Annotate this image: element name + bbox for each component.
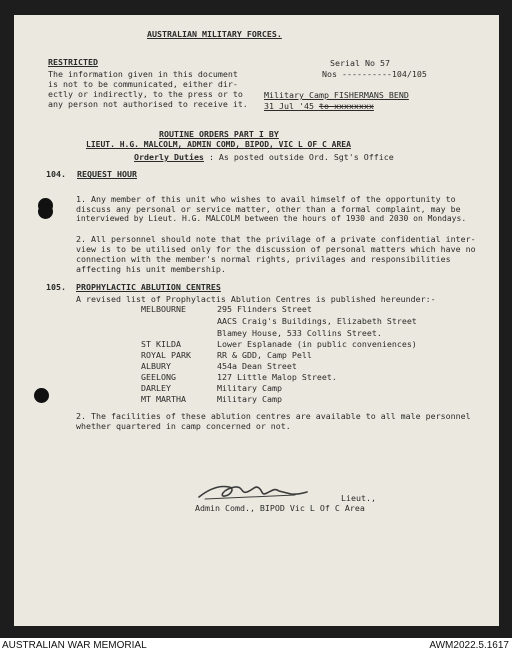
list-item xyxy=(14,304,499,314)
list-item xyxy=(14,394,499,404)
punch-hole xyxy=(38,204,53,219)
item-104-number: 104. xyxy=(46,169,66,179)
centre-location: MT MARTHA xyxy=(141,394,186,404)
footer-source: AUSTRALIAN WAR MEMORIAL xyxy=(2,640,147,651)
orders-by: LIEUT. H.G. MALCOLM, ADMIN COMD, BIPOD, VIC L OF C AREA xyxy=(86,140,351,149)
list-item xyxy=(14,350,499,360)
orderly-duties-text: : As posted outside Ord. Sgt's Office xyxy=(208,152,394,162)
struck-date: to xxxxxxxx xyxy=(318,101,374,111)
list-item xyxy=(14,383,499,393)
order-date-line xyxy=(264,101,374,111)
footer-bar xyxy=(0,638,512,653)
centre-address: 454a Dean Street xyxy=(217,361,297,371)
restricted-line-4: any person not authorised to receive it. xyxy=(48,99,248,109)
centre-address: 295 Flinders Street xyxy=(217,304,312,314)
item-104-para1-line-1: 1. Any member of this unit who wishes to avail himself of the opportunity to xyxy=(76,194,456,204)
item-104-para1-line-2: discuss any personal or service matter, other than a formal complaint, may be xyxy=(76,204,461,214)
orderly-duties xyxy=(134,152,394,162)
item-104-para2-line-4: affecting his unit membership. xyxy=(76,264,226,274)
centre-address: 127 Little Malop Street. xyxy=(217,372,337,382)
orderly-duties-label: Orderly Duties xyxy=(134,152,204,162)
centre-location: GEELONG xyxy=(141,372,176,382)
item-104-para2-line-1: 2. All personnel should note that the privilage of a private confidential inter- xyxy=(76,234,476,244)
list-item xyxy=(14,372,499,382)
item-104-para2-line-3: connection with the member's normal rights, privilages and responsibilities xyxy=(76,254,451,264)
document-title: AUSTRALIAN MILITARY FORCES. xyxy=(147,29,282,39)
centre-address: Military Camp xyxy=(217,383,282,393)
ablution-centres-list xyxy=(14,304,499,404)
centre-location: ALBURY xyxy=(141,361,171,371)
restricted-line-3: ectly or indirectly, to the press or to xyxy=(48,89,243,99)
signature-title: Admin Comd., BIPOD Vic L Of C Area xyxy=(195,503,365,513)
signature-rank: Lieut., xyxy=(341,493,376,503)
order-date: 31 Jul '45 xyxy=(264,101,314,111)
list-item xyxy=(14,328,499,338)
centre-address: Blamey House, 533 Collins Street. xyxy=(217,328,382,338)
restricted-label: RESTRICTED xyxy=(48,57,98,67)
item-104-para2-line-2: view is to be utilised only for the discussion of personal matters which have no xyxy=(76,244,476,254)
restricted-line-1: The information given in this document xyxy=(48,69,238,79)
restricted-line-2: is not to be communicated, either dir- xyxy=(48,79,238,89)
list-item xyxy=(14,361,499,371)
centre-address: RR & GDD, Camp Pell xyxy=(217,350,312,360)
signature xyxy=(195,479,310,503)
item-105-intro: A revised list of Prophylactis Ablution Centres is published hereunder:- xyxy=(76,294,436,304)
punch-hole xyxy=(34,388,49,403)
centre-location: ST KILDA xyxy=(141,339,181,349)
centre-location: DARLEY xyxy=(141,383,171,393)
centre-address: AACS Craig's Buildings, Elizabeth Street xyxy=(217,316,417,326)
item-105-heading: PROPHYLACTIC ABLUTION CENTRES xyxy=(76,282,221,292)
centre-location: ROYAL PARK xyxy=(141,350,191,360)
centre-address: Military Camp xyxy=(217,394,282,404)
item-105-para2-line-2: whether quartered in camp concerned or not. xyxy=(76,421,291,431)
centre-location: MELBOURNE xyxy=(141,304,186,314)
item-105-para2-line-1: 2. The facilities of these ablution centres are available to all male personnel xyxy=(76,411,471,421)
item-105-number: 105. xyxy=(46,282,66,292)
item-104-heading: REQUEST HOUR xyxy=(77,169,137,179)
item-104-para1-line-3: interviewed by Lieut. H.G. MALCOLM between the hours of 1930 and 2030 on Mondays. xyxy=(76,214,467,223)
document-page xyxy=(14,15,499,626)
list-item xyxy=(14,339,499,349)
centre-address: Lower Esplanade (in public conveniences) xyxy=(217,339,417,349)
list-item xyxy=(14,316,499,326)
nos-range: Nos ----------104/105 xyxy=(322,69,427,79)
footer-accession: AWM2022.5.1617 xyxy=(429,640,509,651)
orders-title: ROUTINE ORDERS PART I BY xyxy=(159,129,279,139)
camp-name: Military Camp FISHERMANS BEND xyxy=(264,90,409,100)
serial-number: Serial No 57 xyxy=(330,58,390,68)
